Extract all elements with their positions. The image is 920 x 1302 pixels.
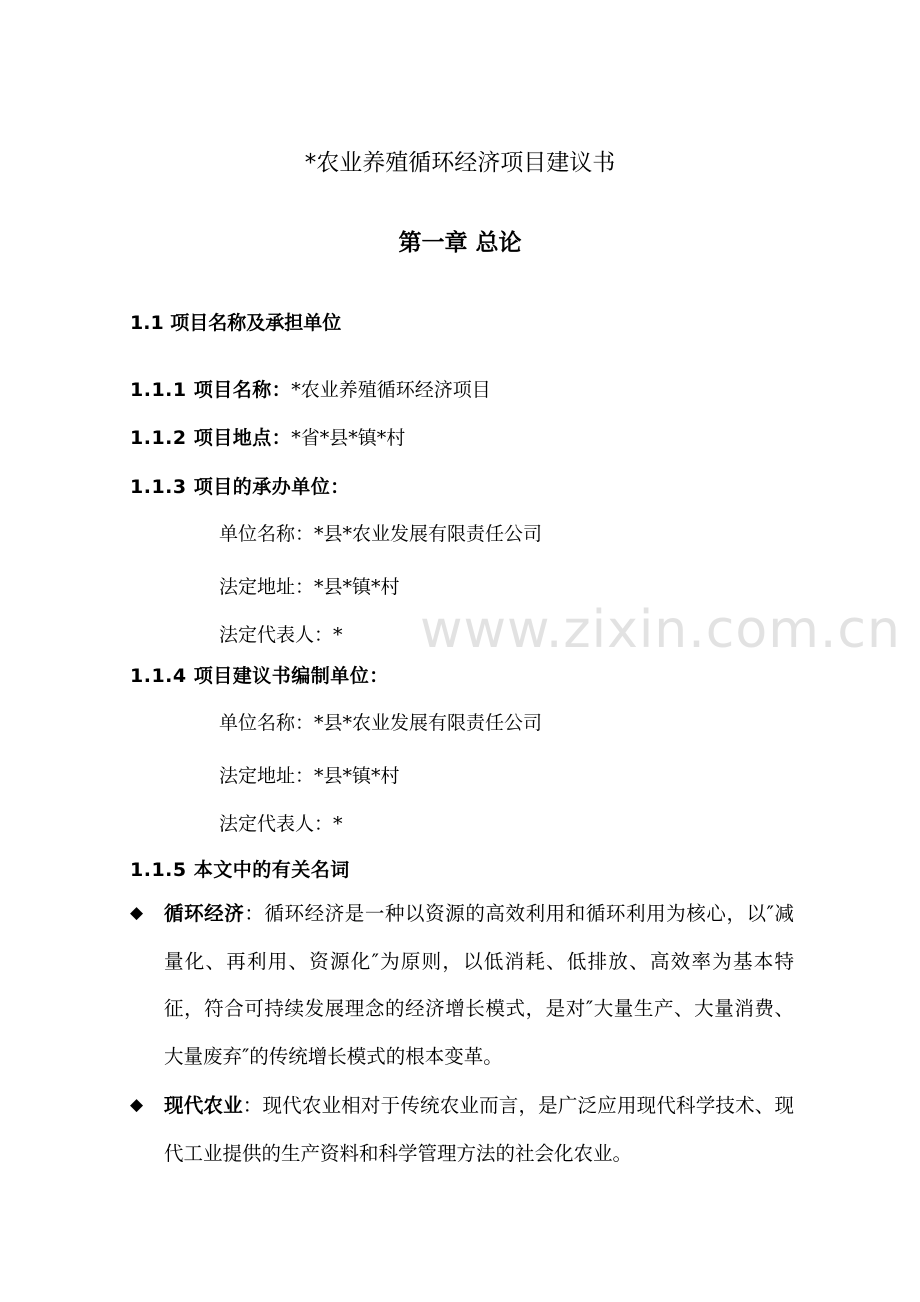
item-1-1-4-legal-rep: 法定代表人：*	[219, 813, 343, 835]
term-modern-agriculture	[164, 1082, 794, 1177]
term-definition: ：循环经济是一种以资源的高效利用和循环利用为核心，以″减量化、再利用、资源化″为原则，以低消耗、低排放、高效率为基本特征，符合可持续发展理念的经济增长模式，是对″大量生产、大量消费、大量废弃″的传统增长模式的根本变革。	[164, 902, 794, 1068]
item-1-1-4-label: 1.1.4 项目建议书编制单位：	[130, 665, 389, 687]
watermark: www.zixin.com.cn	[420, 600, 901, 660]
term-circular-economy	[164, 890, 794, 1080]
item-1-1-3-unit-name: 单位名称：*县*农业发展有限责任公司	[219, 523, 543, 545]
item-1-1-4-legal-address: 法定地址：*县*镇*村	[219, 765, 400, 787]
item-1-1-3-legal-rep: 法定代表人：*	[219, 624, 343, 646]
item-1-1-5-label: 1.1.5 本文中的有关名词	[130, 859, 350, 881]
item-1-1-4	[130, 667, 389, 686]
document-title: *农业养殖循环经济项目建议书	[304, 150, 616, 176]
diamond-bullet-icon: ◆	[130, 903, 144, 923]
item-1-1-5	[130, 861, 350, 880]
item-1-1-1	[130, 381, 491, 400]
item-1-1-2	[130, 429, 405, 448]
diamond-bullet-icon: ◆	[130, 1095, 144, 1115]
item-1-1-3	[130, 478, 350, 497]
section-heading-1-1: 1.1 项目名称及承担单位	[130, 312, 342, 334]
item-1-1-1-label: 1.1.1 项目名称：	[130, 379, 292, 401]
chapter-heading: 第一章 总论	[398, 230, 522, 256]
item-1-1-2-value: *省*县*镇*村	[291, 427, 406, 449]
item-1-1-4-unit-name: 单位名称：*县*农业发展有限责任公司	[219, 712, 543, 734]
item-1-1-3-legal-address: 法定地址：*县*镇*村	[219, 576, 400, 598]
term-label: 现代农业	[164, 1094, 243, 1117]
item-1-1-2-label: 1.1.2 项目地点：	[130, 427, 292, 449]
item-1-1-1-value: *农业养殖循环经济项目	[291, 379, 491, 401]
term-label: 循环经济	[164, 902, 245, 925]
item-1-1-3-label: 1.1.3 项目的承办单位：	[130, 476, 350, 498]
term-definition: ：现代农业相对于传统农业而言，是广泛应用现代科学技术、现代工业提供的生产资料和科学管理方法的社会化农业。	[164, 1094, 794, 1165]
